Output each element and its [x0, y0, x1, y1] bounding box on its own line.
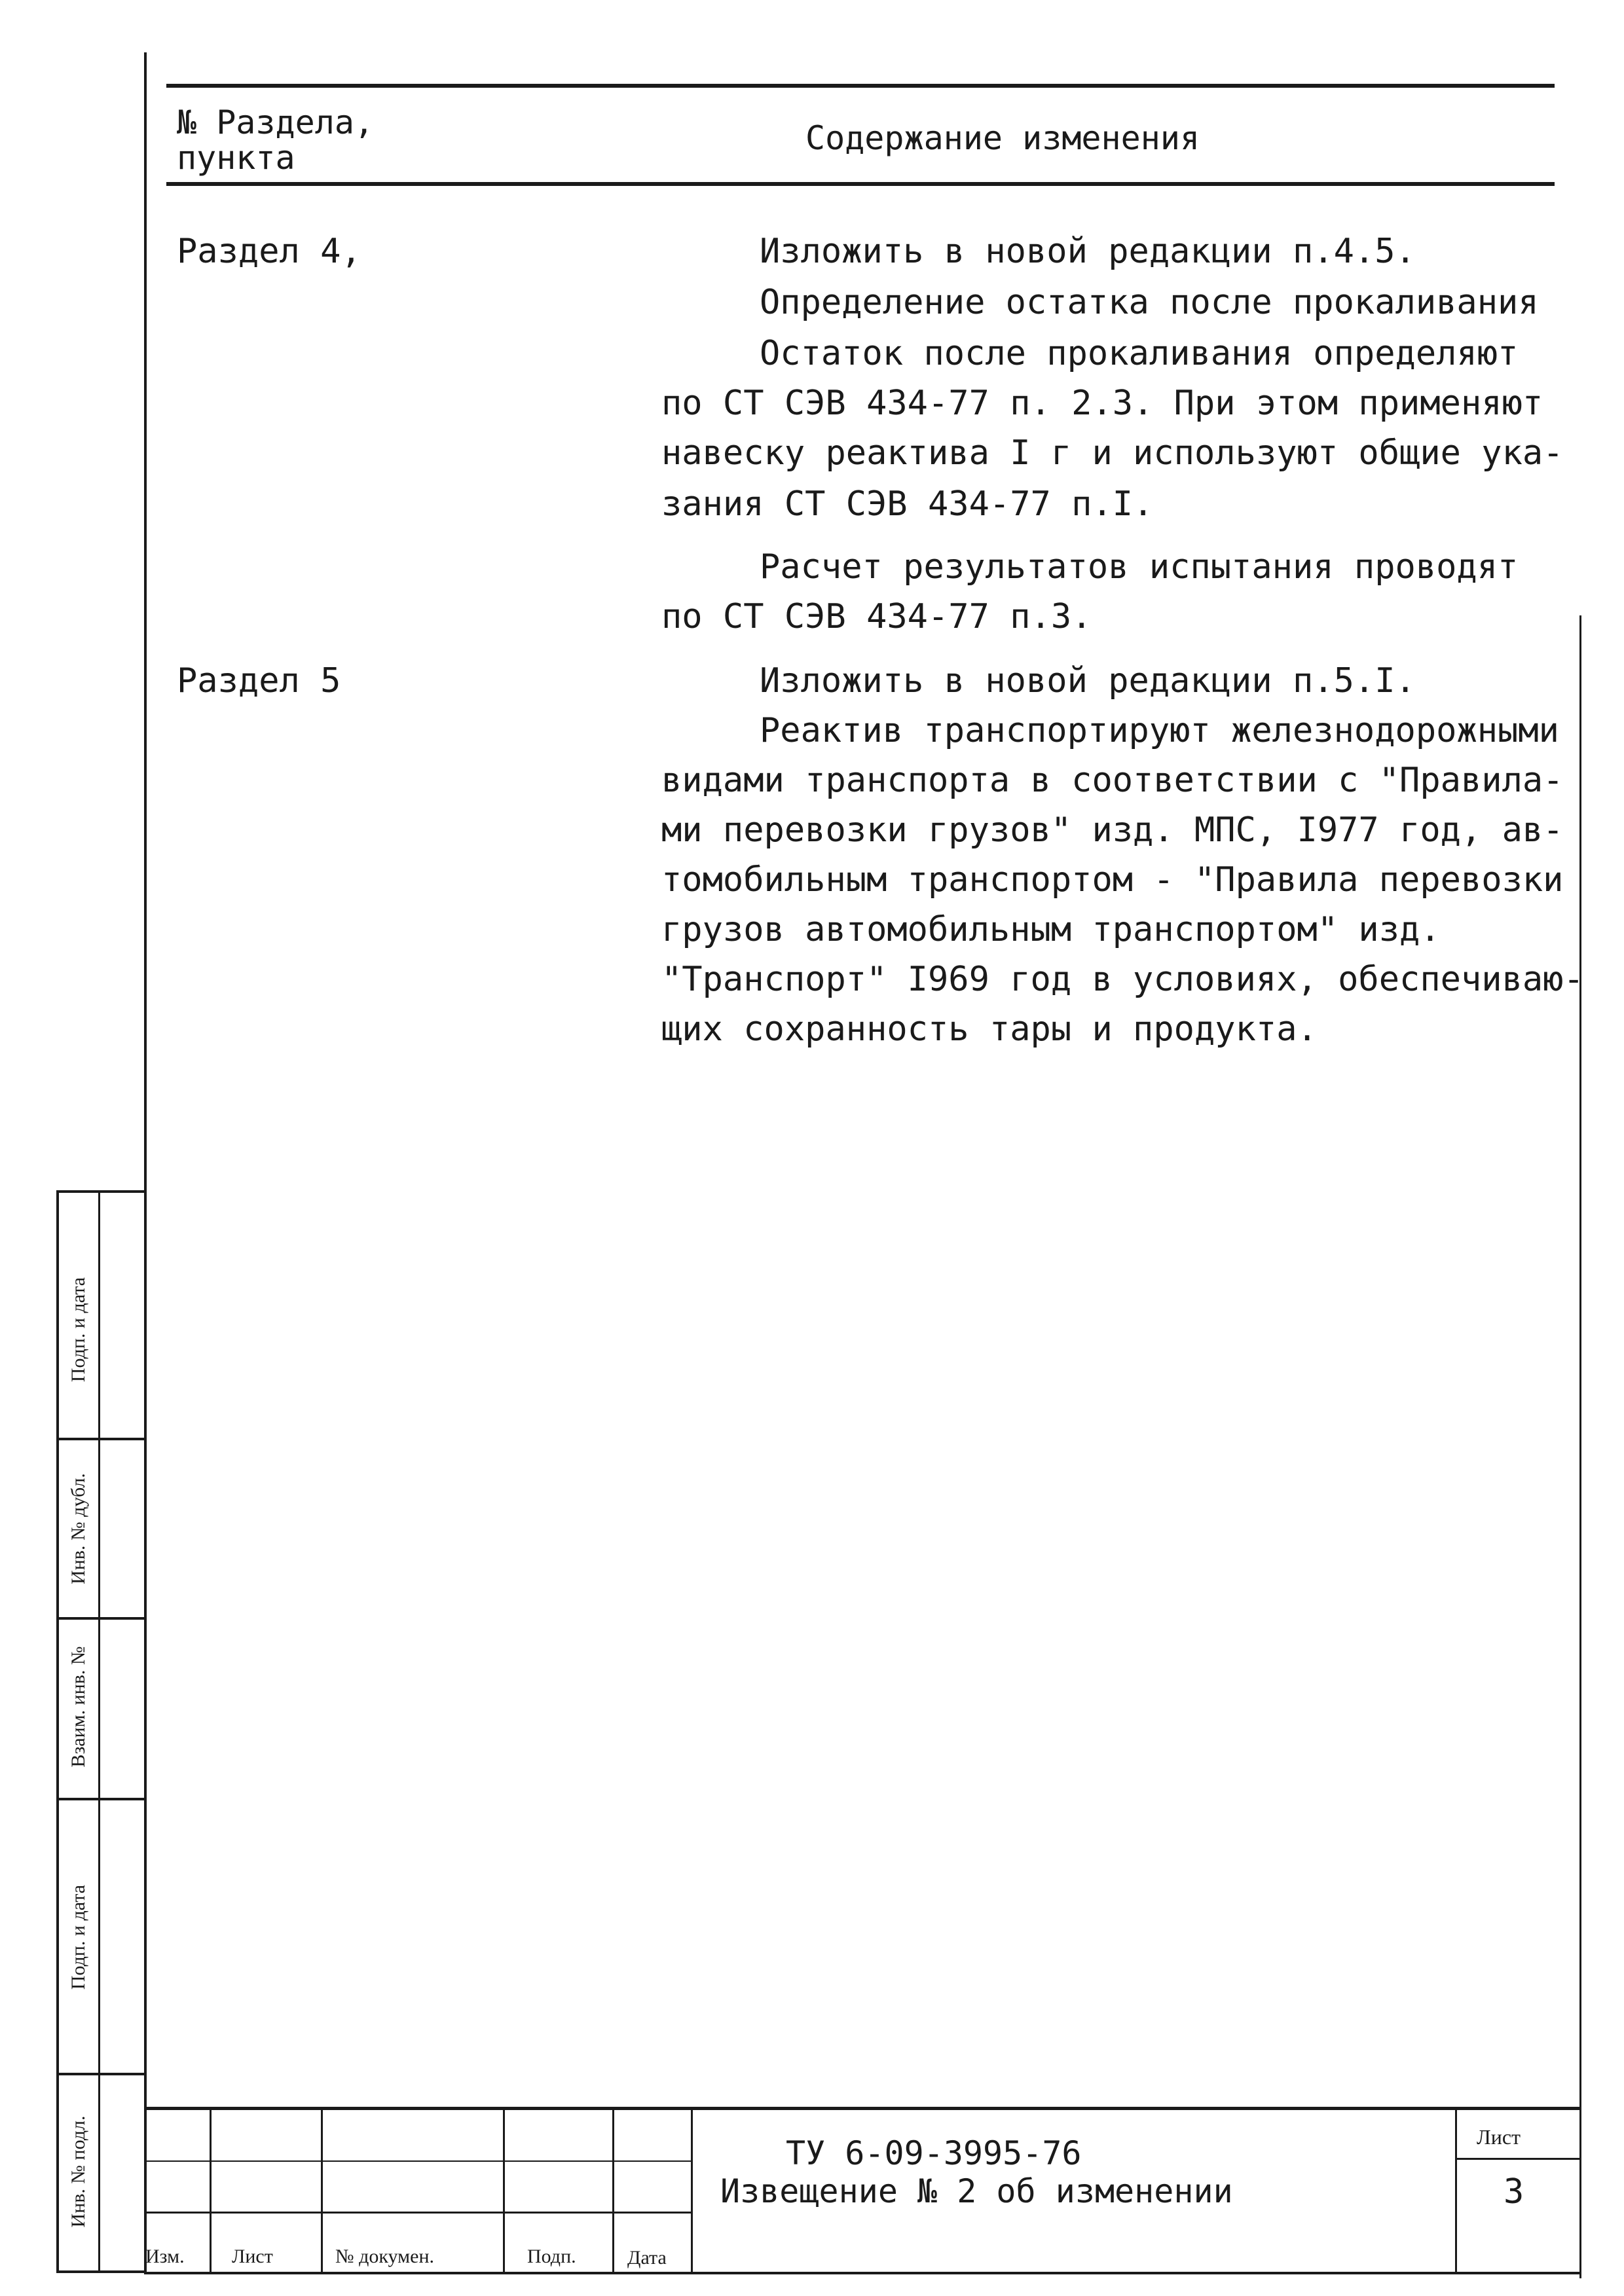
content-line: ми перевозки грузов" изд. МПС, I977 год, ав-	[661, 811, 1564, 850]
side-stamp-inv-dubl: Инв. № дубл.	[67, 1473, 89, 1584]
content-line: Реактив транспортируют железнодорожными	[760, 711, 1559, 750]
title-grid-row	[144, 2160, 691, 2162]
title-grid-divider	[210, 2108, 212, 2272]
side-stamp-top	[56, 1190, 145, 1193]
content-line: Изложить в новой редакции п.5.I.	[760, 661, 1416, 701]
title-grid-divider	[503, 2108, 505, 2272]
title-grid-row	[144, 2212, 691, 2214]
section-label: Раздел 4,	[177, 232, 361, 271]
doc-title: Извещение № 2 об изменении	[720, 2172, 1233, 2210]
side-stamp-inv-podl: Инв. № подл.	[67, 2115, 89, 2228]
title-block-bottom	[144, 2272, 1581, 2274]
header-top-rule	[166, 84, 1555, 88]
sheet-label: Лист	[1477, 2125, 1521, 2149]
content-line: "Транспорт" I969 год в условиях, обеспечиваю-	[661, 960, 1584, 999]
title-col-data: Дата	[627, 2247, 667, 2269]
doc-code: ТУ 6-09-3995-76	[786, 2134, 1082, 2172]
title-grid-divider	[1455, 2108, 1457, 2272]
content-line: навеску реактива I г и используют общие ука-	[661, 433, 1564, 473]
header-section-line1: № Раздела,	[177, 103, 375, 141]
content-line: видами транспорта в соответствии с "Правила-	[661, 761, 1564, 800]
header-content-column: Содержание изменения	[805, 119, 1200, 157]
header-section-column	[177, 105, 374, 175]
sheet-number: 3	[1504, 2172, 1524, 2212]
title-col-doc: № докумен.	[335, 2246, 434, 2267]
content-line: Остаток после прокаливания определяют	[760, 334, 1519, 373]
sheet-cell-divider	[1456, 2158, 1581, 2160]
content-line: по СТ СЭВ 434-77 п.3.	[661, 597, 1092, 636]
content-line: грузов автомобильным транспортом" изд.	[661, 910, 1441, 949]
side-stamp-bottom	[56, 2270, 145, 2273]
side-stamp-podp-data-top: Подп. и дата	[67, 1277, 89, 1383]
side-stamp-podp-data-bottom: Подп. и дата	[67, 1884, 89, 1990]
title-col-list: Лист	[232, 2246, 273, 2267]
content-line: по СТ СЭВ 434-77 п. 2.3. При этом применяют	[661, 384, 1543, 423]
side-stamp-divider	[56, 2073, 145, 2075]
side-stamp-left-border	[56, 1192, 59, 2272]
content-line: зания СТ СЭВ 434-77 п.I.	[661, 484, 1154, 524]
side-stamp-inner-border	[98, 1192, 100, 2272]
section-label: Раздел 5	[177, 661, 341, 701]
content-line: Определение остатка после прокаливания	[760, 283, 1539, 322]
title-grid-divider	[691, 2108, 693, 2272]
side-stamp-vzaim-inv: Взаим. инв. №	[67, 1646, 89, 1768]
title-grid-divider	[612, 2108, 614, 2272]
left-frame-border	[144, 52, 147, 2272]
title-col-podp: Подп.	[527, 2246, 576, 2267]
content-line: Расчет результатов испытания проводят	[760, 547, 1519, 587]
header-section-line2: пункта	[177, 139, 295, 177]
title-block-top	[144, 2107, 1581, 2110]
header-bottom-rule	[166, 182, 1555, 186]
content-line: томобильным транспортом - "Правила перевозки	[661, 860, 1564, 900]
title-grid-divider	[321, 2108, 323, 2272]
content-line: щих сохранность тары и продукта.	[661, 1010, 1318, 1049]
right-frame-border	[1579, 615, 1581, 2278]
title-col-izm: Изм.	[145, 2246, 185, 2267]
content-line: Изложить в новой редакции п.4.5.	[760, 232, 1416, 271]
